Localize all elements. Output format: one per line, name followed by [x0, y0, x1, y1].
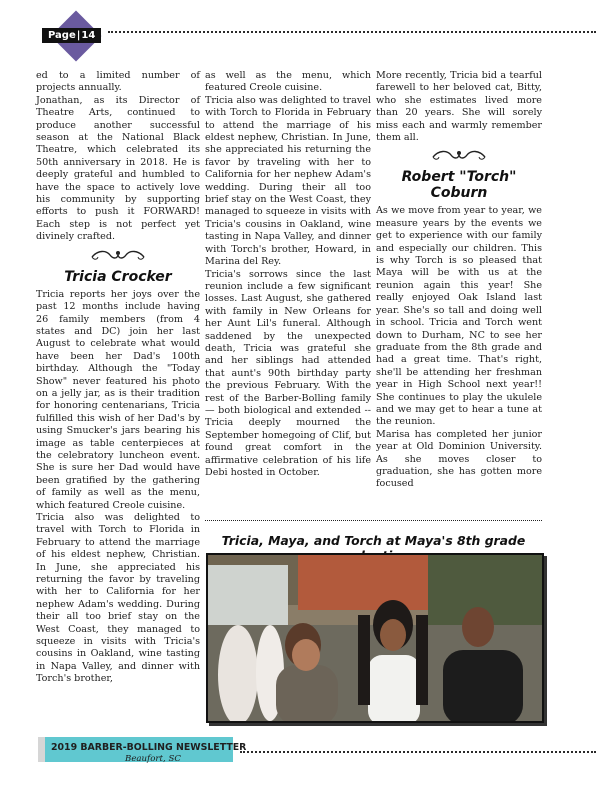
footer-title: 2019 BARBER-BOLLING NEWSLETTER — [51, 742, 247, 753]
paragraph: More recently, Tricia bid a tearful farewell to her beloved cat, Bitty, who she estimates lived more than 20 years. She will sorely miss each and warmly remember them all. — [376, 70, 542, 144]
paragraph: as well as the menu, which featured Creole cuisine. — [205, 70, 371, 94]
page-number-tag — [36, 18, 106, 58]
page-label: Page — [48, 30, 76, 41]
column-1 — [36, 70, 200, 686]
page-number-box: Page | 14 — [42, 28, 101, 43]
bottom-dotted-rule — [240, 751, 596, 753]
flourish-ornament-icon — [88, 248, 148, 262]
section-heading-robert: Robert "Torch" Coburn — [401, 169, 517, 202]
paragraph: Jonathan, as its Director of Theatre Arts, continued to produce another successful season at the National Black Theatre, which celebrated its 50th anniversary in 2018. He is deeply grateful and humbled to have the space to actively love his community by supporting efforts to push it FORWARD! Each step is not perfect yet divinely crafted. — [36, 94, 200, 243]
column-3 — [376, 70, 542, 491]
section-heading-tricia: Tricia Crocker — [64, 268, 172, 285]
column-2 — [205, 70, 371, 479]
paragraph: Tricia reports her joys over the past 12 months include having 26 family members (from 4 states and DC) join her last August to celebrate what would have been her Dad's 100th birthday. Although the "Today Show" never featured his photo on a jelly jar, as is their tradition for honoring centenarians, Tricia fulfilled this wish of her Dad's by using Smucker's jars bearing his image as table centerpieces at the celebratory luncheon event. She is sure her Dad would have been gratified by the gathering of family as well as the menu, which featured Creole cuisine. — [36, 288, 200, 511]
paragraph: Tricia's sorrows since the last reunion include a few significant losses. Last August, she gathered with family in New Orleans for her Aunt Lil's funeral. Although saddened by the unexpected death, Tricia was grateful she and her siblings had attended that aunt's 90th birthday party the previous February. With the rest of the Barber-Bolling family — both biological and extended -- Tricia deeply mourned the September homegoing of Clif, but found great comfort in the affirmative celebration of his life Debi hosted in October. — [205, 268, 371, 478]
footer-band — [38, 737, 247, 764]
paragraph: As we move from year to year, we measure years by the events we get to experience with our family and especially our children. This is why Torch is so pleased that Maya will be with us at the reunion again this year! She really enjoyed Oak Island last year. She's so tall and doing well in school. Tricia and Torch went down to Durham, NC to see her graduate from the 8th grade and had a great time. That's right, she'll be attending her freshman year in High School next year!! She continues to play the ukulele and we may get to hear a tune at the reunion. — [376, 205, 542, 428]
page-number: 14 — [81, 30, 96, 41]
caption-dotted-rule — [205, 520, 542, 521]
flourish-ornament-icon — [429, 148, 489, 162]
photo-illustration — [208, 555, 542, 721]
paragraph: Tricia also was delighted to travel with Torch to Florida in February to attend the marriage of his eldest nephew, Christian. In June, she appreciated his returning the favor by traveling with her to California for her nephew Adam's wedding. During their all too brief stay on the West Coast, they managed to squeeze in visits with Tricia's cousins in Oakland, wine tasting in Napa Valley, and dinner with Torch's brother, — [36, 512, 200, 685]
paragraph: ed to a limited number of projects annually. — [36, 70, 200, 94]
graduation-photo — [206, 553, 544, 723]
photo-caption: Tricia, Maya, and Torch at Maya's 8th grade — [221, 533, 526, 548]
paragraph: Marisa has completed her junior year at Old Dominion University. As she moves closer to graduation, she has gotten more focused — [376, 428, 542, 490]
paragraph: Tricia also was delighted to travel with Torch to Florida in February to attend the marriage of his eldest nephew, Christian. In June, she appreciated his returning the favor by traveling with her to California for her nephew Adam's wedding. During their all too brief stay on the West Coast, they managed to squeeze in visits with Tricia's cousins in Oakland, wine tasting in Napa Valley, and dinner with Torch's brother, Howard, in Marina del Rey. — [205, 94, 371, 268]
top-dotted-rule — [108, 31, 596, 33]
footer-location: Beaufort, SC — [125, 754, 181, 764]
